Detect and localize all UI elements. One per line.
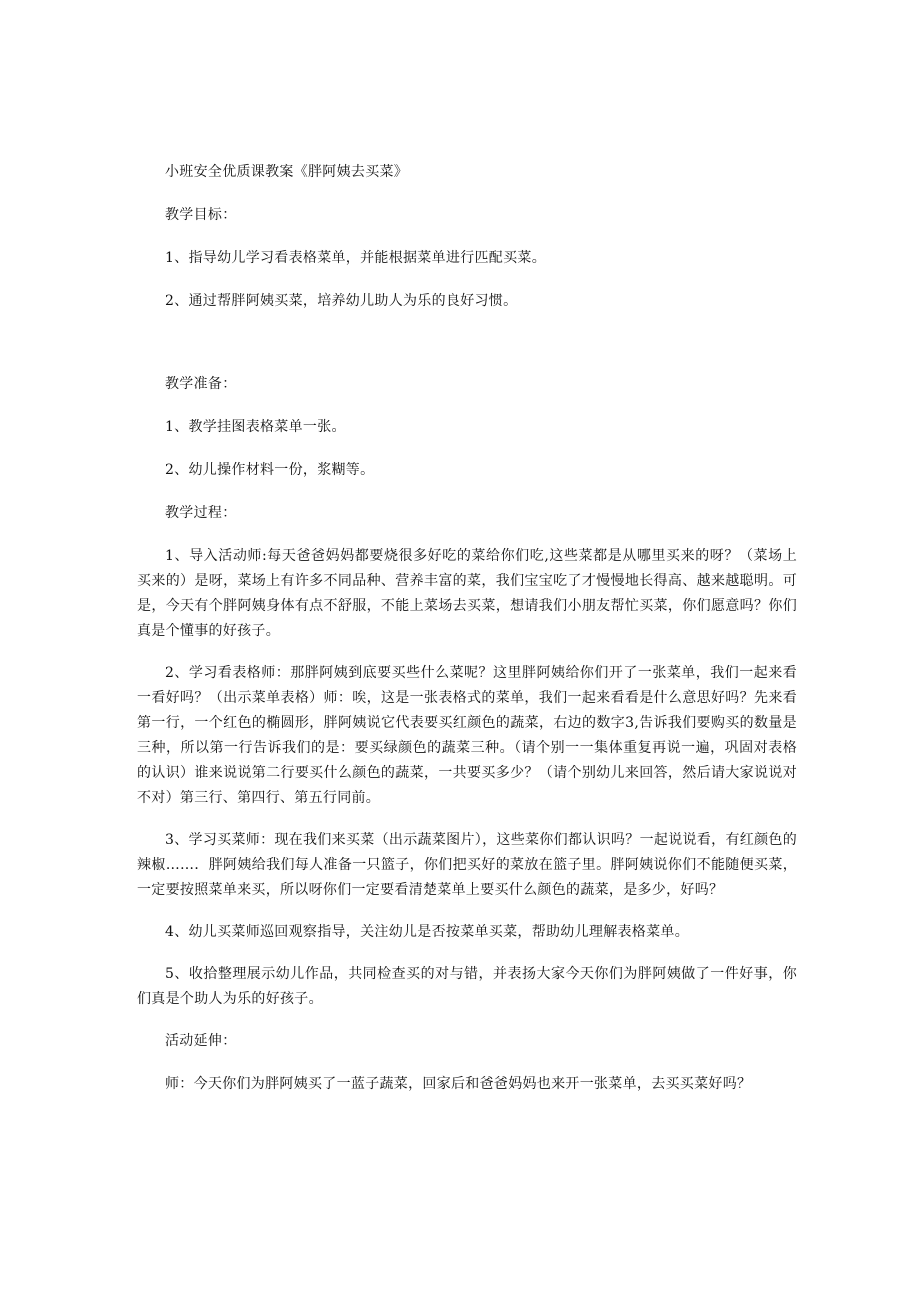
process-paragraph-3: 3、学习买菜师：现在我们来买菜（出示蔬菜图片），这些菜你们都认识吗？一起说说看，有红颜色的辣椒……．胖阿姨给我们每人准备一只篮子，你们把买好的菜放在篮子里。胖阿姨说你们不能随便买菜，一定要按照菜单来买，所以呀你们一定要看清楚菜单上要买什么颜色的蔬菜，是多少，好吗？ bbox=[137, 832, 797, 898]
document-title: 小班安全优质课教案《胖阿姨去买菜》 bbox=[165, 164, 409, 180]
extension-heading: 活动延伸： bbox=[165, 1033, 237, 1049]
process-paragraph-2: 2、学习看表格师：那胖阿姨到底要买些什么菜呢？这里胖阿姨给你们开了一张菜单，我们一起来看一看好吗？（出示菜单表格）师：唉，这是一张表格式的菜单，我们一起来看看是什么意思好吗？先来看第一行，一个红色的椭圆形，胖阿姨说它代表要买红颜色的蔬菜，右边的数字3,告诉我们要购买的数量是三种，所以第一行告诉我们的是：要买绿颜色的蔬菜三种。（请个别一一集体重复再说一遍，巩固对表格的认识）谁来说说第二行要买什么颜色的蔬菜，一共要买多少？（请个别幼儿来回答，然后请大家说说对不对）第三行、第四行、第五行同前。 bbox=[137, 665, 797, 806]
section-spacer bbox=[137, 332, 797, 372]
process-paragraph-1: 1、导入活动师:每天爸爸妈妈都要烧很多好吃的菜给你们吃,这些菜都是从哪里买来的呀？（菜场上买来的）是呀，菜场上有许多不同品种、营养丰富的菜，我们宝宝吃了才慢慢地长得高、越来越聪明。可是，今天有个胖阿姨身体有点不舒服，不能上菜场去买菜，想请我们小朋友帮忙买菜，你们愿意吗？你们真是个懂事的好孩子。 bbox=[137, 548, 797, 639]
document-body bbox=[137, 160, 797, 1114]
goals-heading: 教学目标： bbox=[165, 207, 237, 223]
preparation-heading: 教学准备： bbox=[165, 376, 237, 392]
process-heading: 教学过程： bbox=[165, 505, 237, 521]
preparation-item-1: 1、教学挂图表格菜单一张。 bbox=[165, 419, 346, 435]
process-paragraph-4: 4、幼儿买菜师巡回观察指导，关注幼儿是否按菜单买菜，帮助幼儿理解表格菜单。 bbox=[165, 924, 690, 940]
extension-text: 师：今天你们为胖阿姨买了一蓝子蔬菜，回家后和爸爸妈妈也来开一张菜单，去买买菜好吗？ bbox=[165, 1076, 752, 1092]
preparation-item-2: 2、幼儿操作材料一份，浆糊等。 bbox=[165, 462, 375, 478]
goal-item-2: 2、通过帮胖阿姨买菜，培养幼儿助人为乐的良好习惯。 bbox=[165, 293, 518, 309]
goal-item-1: 1、指导幼儿学习看表格菜单，并能根据菜单进行匹配买菜。 bbox=[165, 250, 547, 266]
process-paragraph-5: 5、收拾整理展示幼儿作品，共同检查买的对与错，并表扬大家今天你们为胖阿姨做了一件好事，你们真是个助人为乐的好孩子。 bbox=[137, 966, 797, 1007]
